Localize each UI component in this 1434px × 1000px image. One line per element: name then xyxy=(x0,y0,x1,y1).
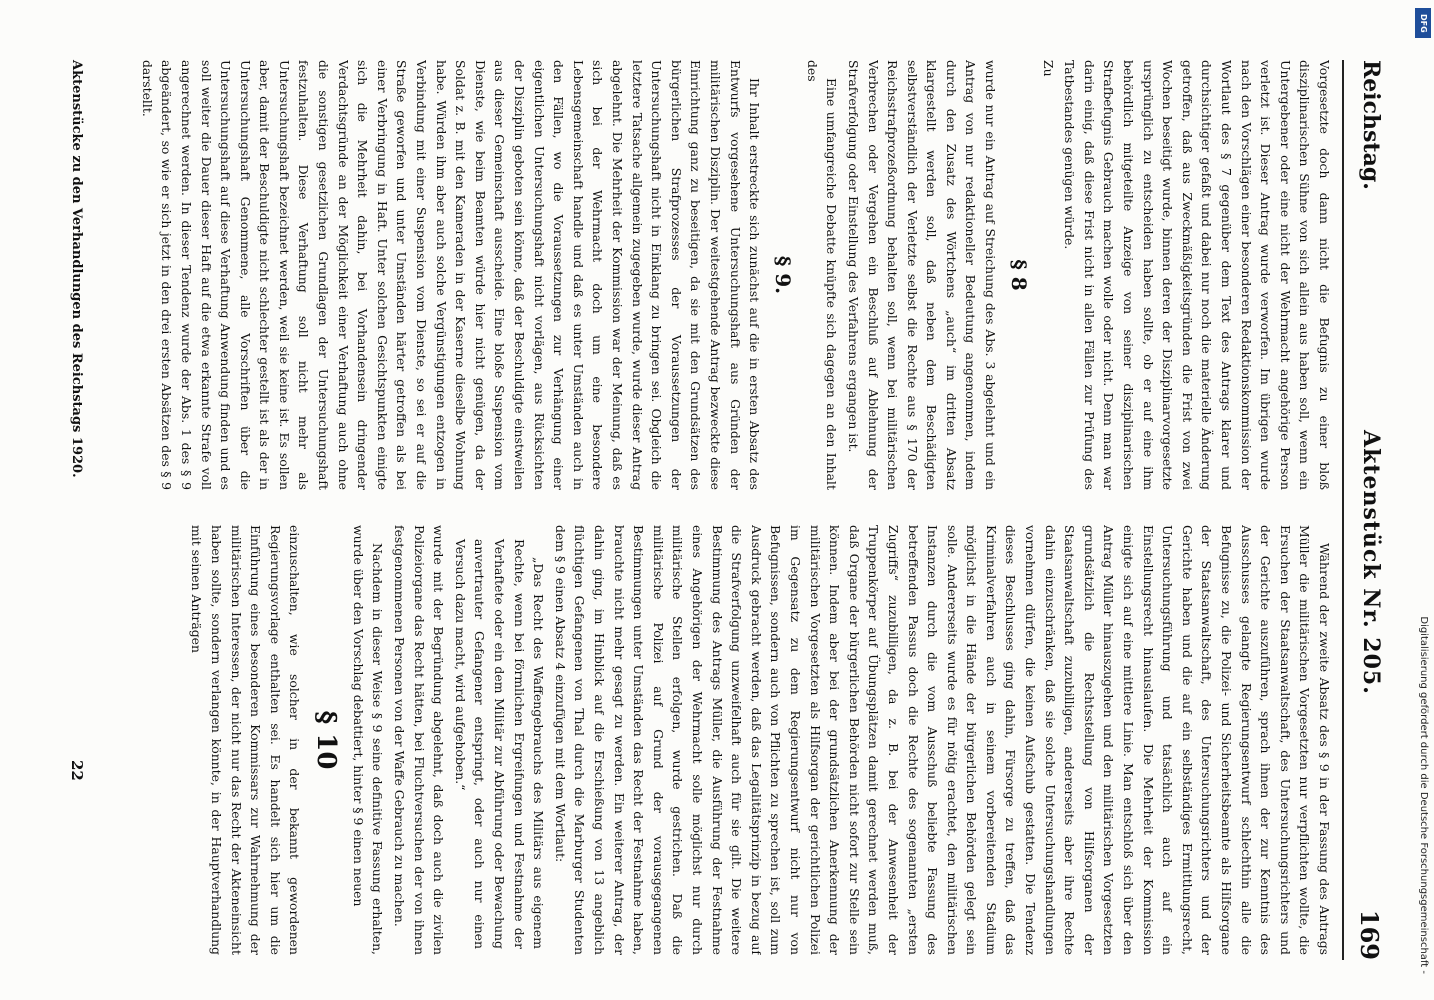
section-8-heading: § 8 xyxy=(1007,259,1032,291)
running-head-left: Reichstag. xyxy=(1358,60,1384,190)
left-paragraph-1: Vorgesetzte doch dann nicht die Befugnis zu einer bloß disziplinarischen Sühne von sich allein aus haben soll, wenn ein Untergebener oder eine nicht der Wehrmacht angehörige Person verletzt ist. Dieser Antrag wurde verworfen. Im übrigen wurde nach den Vorschlägen einer besonderen Redaktionskommission der Wortlaut des § 7 gegenüber dem Text des Antrags klarer und durchsichtiger gefaßt und dabei nur noch die materielle Änderung getroffen, daß aus Zweckmäßigkeitsgründen die Frist von zwei Wochen beseitigt wurde, binnen deren der Disziplinarvorgesetzte ursprünglich zu entscheiden haben sollte, ob er auf eine ihm behördlich mitgeteilte Anzeige von seiner disziplinarischen Strafbefugnis Gebrauch machen wolle oder nicht. Denn man war darin einig, daß diese Frist nicht in allen Fällen zur Prüfung des Tatbestandes genügen würde. xyxy=(1062,60,1332,490)
header-rule xyxy=(1342,60,1344,960)
left-zu: Zu xyxy=(1040,60,1056,77)
dfg-watermark xyxy=(1412,4,1434,996)
left-paragraph-3: Eine umfangreiche Debatte knüpfte sich dagegen an den Inhalt des xyxy=(804,60,840,490)
page-number: 169 xyxy=(1355,909,1384,960)
running-head-title: Aktenstück Nr. 205. xyxy=(1358,430,1384,695)
right-paragraph-1: Während der zweite Absatz des § 9 in der Fassung des Antrags Müller die militärischen Vorgesetzten nur verpflichten wollte, die Ersuchen der Staatsanwaltschaft, des Untersuchungsrichters und der Gerichte auszuführen, sprach ihnen der zur Kenntnis des Ausschusses gelangte Regierungsentwurf schlechthin alle die Befugnisse zu, die Polizei- und Sicherheitsbeamte als Hilfsorgane der Staatsanwaltschaft, des Untersuchungsrichters und der Gerichte haben und die auf ein selbständiges Ermittlungsrecht, Untersuchungsführung und tatsächlich auch auf ein Einstellungsrecht hinauslaufen. Die Mehrheit der Kommission einigte sich auf eine mittlere Linie. Man entschloß sich über den Antrag Müller hinauszugehen und den militärischen Vorgesetzten grundsätzlich die Rechtsstellung von Hilfsorganen der Staatsanwaltschaft zuzubilligen, andererseits aber ihre Rechte dahin einzuschränken, daß sie solche Untersuchungshandlungen vornehmen dürfen, die keinen Aufschub gestatten. Die Tendenz dieses Beschlusses ging dahin, Fürsorge zu treffen, daß das Kriminalverfahren auch in seinem vorbereitenden Stadium möglichst in die Hände der bürgerlichen Behörden gelegt sein solle. Andererseits wurde es für nötig erachtet, den militärischen Instanzen durch die vom Ausschuß beliebte Fassung des betreffenden Passus doch die Rechte des sogenannten „ersten Zugriffs“ zuzubilligen, da z. B. bei der Anwesenheit der Truppenkörper auf Übungsplätzen damit gerechnet werden muß, daß Organe der bürgerlichen Behörden nicht sofort zur Stelle sein können. Indem aber bei der grundsätzlichen Anerkennung der militärischen Vorgesetzten als Hilfsorgan der gerichtlichen Polizei im Gegensatz zu dem Regierungsentwurf nicht nur von Befugnissen, sondern auch von Pflichten zu sprechen ist, soll zum Ausdruck gebracht werden, daß das Legalitätsprinzip in bezug auf die Strafverfolgung unzweifelhaft auch für sie gilt. Die weitere Bestimmung des Antrags Müller, die Ausführung der Festnahme eines Angehörigen der Wehrmacht solle möglichst nur durch militärische Stellen erfolgen, wurde gestrichen. Daß die militärische Polizei auf Grund der vorausgegangenen Bestimmungen unter Umständen das Recht der Festnahme haben, brauchte nicht mehr gesagt zu werden. Ein weiterer Antrag, der dahin ging, im Hinblick auf die Erschießung von 13 angeblich flüchtigen Gefangenen von Thal durch die Marburger Studenten dem § 9 einen Absatz 4 einzufügen mit dem Wortlaut: xyxy=(552,525,1332,955)
footer-source: Aktenstücke zu den Verhandlungen des Reichstags 1920. xyxy=(69,60,84,478)
left-paragraph-4: Ihr Inhalt erstreckte sich zunächst auf die in ersten Absatz des Entwurfs vorgesehene Untersuchungshaft aus Gründen der militärischen Disziplin. Der weitestgehende Antrag bezweckte diese Einrichtung ganz zu beseitigen, da sie mit den Grundsätzen des bürgerlichen Strafprozesses der Voraussetzungen der Untersuchungshaft nicht in Einklang zu bringen sei. Obgleich die letztere Tatsache allgemein zugegeben wurde, wurde dieser Antrag abgelehnt. Die Mehrheit der Kommission war der Meinung, daß es sich bei der Wehrmacht doch um eine besondere Lebensgemeinschaft handle und daß es unter Umständen auch in den Fällen, wo die Voraussetzungen zur Verhängung einer eigentlichen Untersuchungshaft nicht vorlägen, aus Rücksichten der Disziplin geboten sein könne, daß der Beschuldigte einstweilen aus dieser Gemeinschaft ausscheide. Eine bloße Suspension vom Dienste, wie beim Beamten würde hier nicht genügen, da der Soldat z. B. mit den Kameraden in der Kaserne dieselbe Wohnung habe. Würden ihm aber auch solche Vergünstigungen entzogen in Verbindung mit einer Suspension vom Dienste, so sei er auf die Straße geworfen und unter Umständen härter getroffen als bei einer Verbringung in Haft. Unter solchen Gesichtspunkten einigte sich die Mehrheit dahin, bei Vorhandensein dringender Verdachtsgründe an der Möglichkeit einer Verhaftung auch ohne die sonstigen gesetzlichen Grundlagen der Untersuchungshaft festzuhalten. Diese Verhaftung soll nicht mehr als Untersuchungshaft bezeichnet werden, weil sie keine ist. Es sollen aber, damit der Beschuldigte nicht schlechter gestellt ist als der in Untersuchungshaft Genommene, alle Vorschriften über die Untersuchungshaft auf diese Verhaftung Anwendung finden und es soll weiter die Dauer dieser Haft auf die etwa erkannte Strafe voll angerechnet werden. In dieser Tendenz wurde der Abs. 1 des § 9 abgeändert, so wie er sich jetzt in den drei ersten Absätzen des § 9 darstellt. xyxy=(139,60,763,490)
right-column xyxy=(94,525,1334,955)
sheet-signature: 22 xyxy=(68,760,86,781)
left-paragraph-2: wurde nur ein Antrag auf Streichung des Abs. 3 abgelehnt und ein Antrag von nur redaktioneller Bedeutung angenommen, indem durch den Zusatz des Wörtchens „auch“ im dritten Absatz klargestellt werden soll, daß neben dem Beschädigten selbstverständlich der Verletzte selbst die Rechte aus § 170 der Reichsstrafprozeßordnung behalten soll, wenn bei militärischen Verbrechen oder Vergehen ein Beschluß auf Ablehnung der Strafverfolgung oder Einstellung des Verfahrens ergangen ist. xyxy=(845,60,999,490)
running-head xyxy=(1348,60,1384,960)
right-paragraph-2: wurde mit der Begründung abgelehnt, daß doch auch die zivilen Polizeiorgane das Recht hätten, bei Fluchtversuchen der von ihnen festgenommenen Personen von der Waffe Gebrauch zu machen. xyxy=(392,525,447,955)
right-paragraph-3: Nachdem in dieser Weise § 9 seine definitive Fassung erhalten, wurde über den Vorschlag debattiert, hinter § 9 einen neuen xyxy=(350,525,386,955)
right-paragraph-4: einzuschalten, wie solcher in der bekannt gewordenen Regierungsvorlage enthalten sei. Es handelt sich hier um die Einführung eines besonderen Kommissars zur Wahrnehmung der militärischen Interessen, der nicht nur das Recht der Akteneinsicht haben sollte, sondern verlangen könnte, in der Hauptverhandlung mit seinen Anträgen xyxy=(189,525,303,955)
dfg-logo: DFG xyxy=(1415,8,1431,38)
left-column xyxy=(94,60,1334,490)
section-9-heading: § 9. xyxy=(771,255,796,295)
section-10-heading: § 10 xyxy=(311,710,342,770)
watermark-text: Digitalisierung gefördert durch die Deutsche Forschungsgemeinschaft - xyxy=(1418,616,1429,974)
right-quote: „Das Recht des Waffengebrauchs des Militärs aus eigenem Rechte, wenn bei förmlichen Ergreifungen und Festnahme der Verhaftete oder ein dem Militär zur Abführung oder Bewachung anvertrauter Gefangener entspringt, oder auch nur einen Versuch dazu macht, wird aufgehoben.“ xyxy=(452,539,547,949)
